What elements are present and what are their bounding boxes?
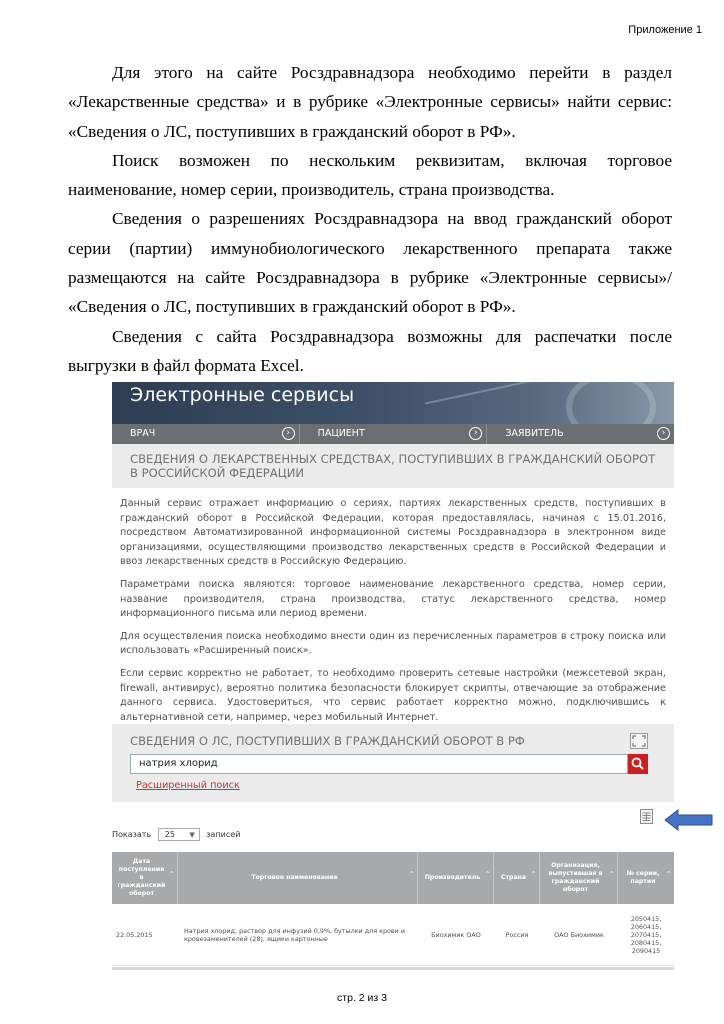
chevron-right-icon: › bbox=[657, 427, 670, 440]
service-description bbox=[112, 488, 674, 725]
nav-item-applicant[interactable] bbox=[487, 424, 674, 444]
chevron-right-icon: › bbox=[469, 427, 482, 440]
column-header-label: Организация, выпустившая в гражданский оборот bbox=[548, 862, 603, 893]
page-size-select[interactable] bbox=[158, 828, 200, 841]
column-header-label: № серии, партии bbox=[626, 870, 660, 885]
search-input[interactable] bbox=[130, 754, 628, 774]
sort-icon: ⌃ bbox=[530, 870, 537, 879]
column-header-date[interactable] bbox=[112, 852, 178, 904]
cell-series bbox=[618, 904, 674, 965]
column-header-label: Страна bbox=[500, 874, 527, 881]
site-banner bbox=[112, 382, 674, 424]
service-title: СВЕДЕНИЯ О ЛЕКАРСТВЕННЫХ СРЕДСТВАХ, ПОСТУПИВШИХ В ГРАЖДАНСКИЙ ОБОРОТ В РОССИЙСКОЙ ФЕДЕРАЦИИ bbox=[112, 444, 674, 488]
search-icon bbox=[628, 754, 648, 774]
search-title: СВЕДЕНИЯ О ЛС, ПОСТУПИВШИХ В ГРАЖДАНСКИЙ ОБОРОТ В РФ bbox=[130, 734, 525, 748]
column-header-organization[interactable] bbox=[540, 852, 618, 904]
series-number: 2080415, bbox=[630, 938, 662, 947]
cell-manufacturer: Биохимик ОАО bbox=[431, 930, 481, 939]
chevron-down-icon: ▼ bbox=[189, 831, 195, 839]
search-input-value: натрия хлорид bbox=[139, 758, 218, 769]
search-button[interactable] bbox=[628, 754, 648, 774]
banner-decoration-line bbox=[425, 382, 543, 404]
pointer-arrow-icon bbox=[664, 809, 714, 831]
records-label: записей bbox=[206, 830, 241, 839]
series-number: 2050415, bbox=[630, 914, 662, 923]
cell-name: Натрия хлорид; раствор для инфузий 0,9%, бутылки для крови и кровезаменителей (28), ящики картонные bbox=[184, 926, 406, 943]
description-paragraph: Параметрами поиска являются: торговое наименование лекарственного средства, номер серии, название производителя, страна производства, статус лекарственного средства, номер информационного письма или период времени. bbox=[120, 578, 666, 620]
column-header-series[interactable] bbox=[618, 852, 674, 904]
column-header-label: Торговое наименование bbox=[251, 874, 338, 881]
document-body bbox=[68, 58, 672, 380]
excel-export-icon[interactable] bbox=[640, 809, 653, 824]
page-size-value: 25 bbox=[164, 830, 175, 839]
appendix-label: Приложение 1 bbox=[628, 24, 702, 36]
chevron-right-icon: › bbox=[282, 427, 295, 440]
show-label: Показать bbox=[112, 830, 152, 839]
banner-decoration bbox=[566, 382, 656, 424]
page-number: стр. 2 из 3 bbox=[337, 992, 387, 1004]
nav-item-label: ПАЦИЕНТ bbox=[317, 428, 365, 439]
cell-country: Россия bbox=[505, 930, 529, 939]
paragraph: Сведения о разрешениях Росздравнадзора на ввод гражданский оборот серии (партии) иммунобиологического лекарственного препарата также размещаются на сайте Росздравнадзора в рубрике «Электронные сервисы»/ «Сведения о ЛС, поступивших в гражданский оборот в РФ». bbox=[68, 209, 672, 317]
sort-icon: ⌃ bbox=[168, 870, 175, 879]
search-panel bbox=[112, 724, 674, 802]
expand-icon[interactable] bbox=[630, 733, 648, 749]
description-paragraph: Для осуществления поиска необходимо внести один из перечисленных параметров в строку поиска или использовать «Расширенный поиск». bbox=[120, 630, 666, 657]
paragraph: Для этого на сайте Росздравнадзора необходимо перейти в раздел «Лекарственные средства» и в рубрике «Электронные сервисы» найти сервис: «Сведения о ЛС, поступивших в гражданский оборот в РФ». bbox=[68, 63, 672, 141]
column-header-label: Производитель bbox=[424, 874, 481, 881]
description-paragraph: Если сервис корректно не работает, то необходимо проверить сетевые настройки (межсетевой экран, firewall, антивирус), вероятно политика безопасности блокирует скрипты, отвечающие за отображение данного сервиса. Удостовериться, что сервис работает корректно можно, подключившись к альтернативной сети, например, через мобильный Интернет. bbox=[120, 667, 666, 723]
audience-nav bbox=[112, 424, 674, 444]
column-header-country[interactable] bbox=[494, 852, 540, 904]
paragraph: Сведения с сайта Росздравнадзора возможны для распечатки после выгрузки в файл формата Excel. bbox=[68, 326, 672, 375]
embedded-website-screenshot bbox=[112, 382, 674, 970]
banner-title: Электронные сервисы bbox=[130, 384, 355, 406]
sort-icon: ⌃ bbox=[484, 870, 491, 879]
nav-item-doctor[interactable] bbox=[112, 424, 300, 444]
sort-icon: ⌃ bbox=[665, 870, 672, 879]
cell-organization: ОАО Биохимик bbox=[554, 930, 604, 939]
paragraph: Поиск возможен по нескольким реквизитам, включая торговое наименование, номер серии, производитель, страна производства. bbox=[68, 150, 672, 200]
results-table-header bbox=[112, 852, 674, 904]
sort-icon: ⌃ bbox=[608, 870, 615, 879]
page-size-control bbox=[112, 828, 240, 841]
series-number: 2060415, bbox=[630, 922, 662, 931]
series-number: 2070415, bbox=[630, 930, 662, 939]
nav-item-label: ВРАЧ bbox=[130, 428, 156, 439]
cell-date: 22.05.2015 bbox=[116, 930, 153, 939]
column-header-label: Дата поступления в гражданский оборот bbox=[117, 858, 166, 897]
table-row[interactable] bbox=[112, 904, 674, 966]
column-header-manufacturer[interactable] bbox=[418, 852, 494, 904]
nav-item-label: ЗАЯВИТЕЛЬ bbox=[505, 428, 564, 439]
sort-icon: ⌃ bbox=[408, 870, 415, 879]
description-paragraph: Данный сервис отражает информацию о сериях, партиях лекарственных средств, поступивших в гражданский оборот в Российской Федерации, которая предоставлялась, начиная с 15.01.2016, посредством Автоматизированной информационной системы Росздравнадзора в электронном виде организациями, осуществляющими производство лекарственных средств в Российской Федерации и ввоз лекарственных средств в Российскую Федерацию. bbox=[120, 498, 666, 568]
nav-item-patient[interactable] bbox=[300, 424, 488, 444]
column-header-name[interactable] bbox=[178, 852, 418, 904]
advanced-search-link[interactable]: Расширенный поиск bbox=[136, 780, 240, 791]
horizontal-scrollbar[interactable] bbox=[112, 967, 674, 970]
series-number: 2090415 bbox=[631, 946, 661, 955]
